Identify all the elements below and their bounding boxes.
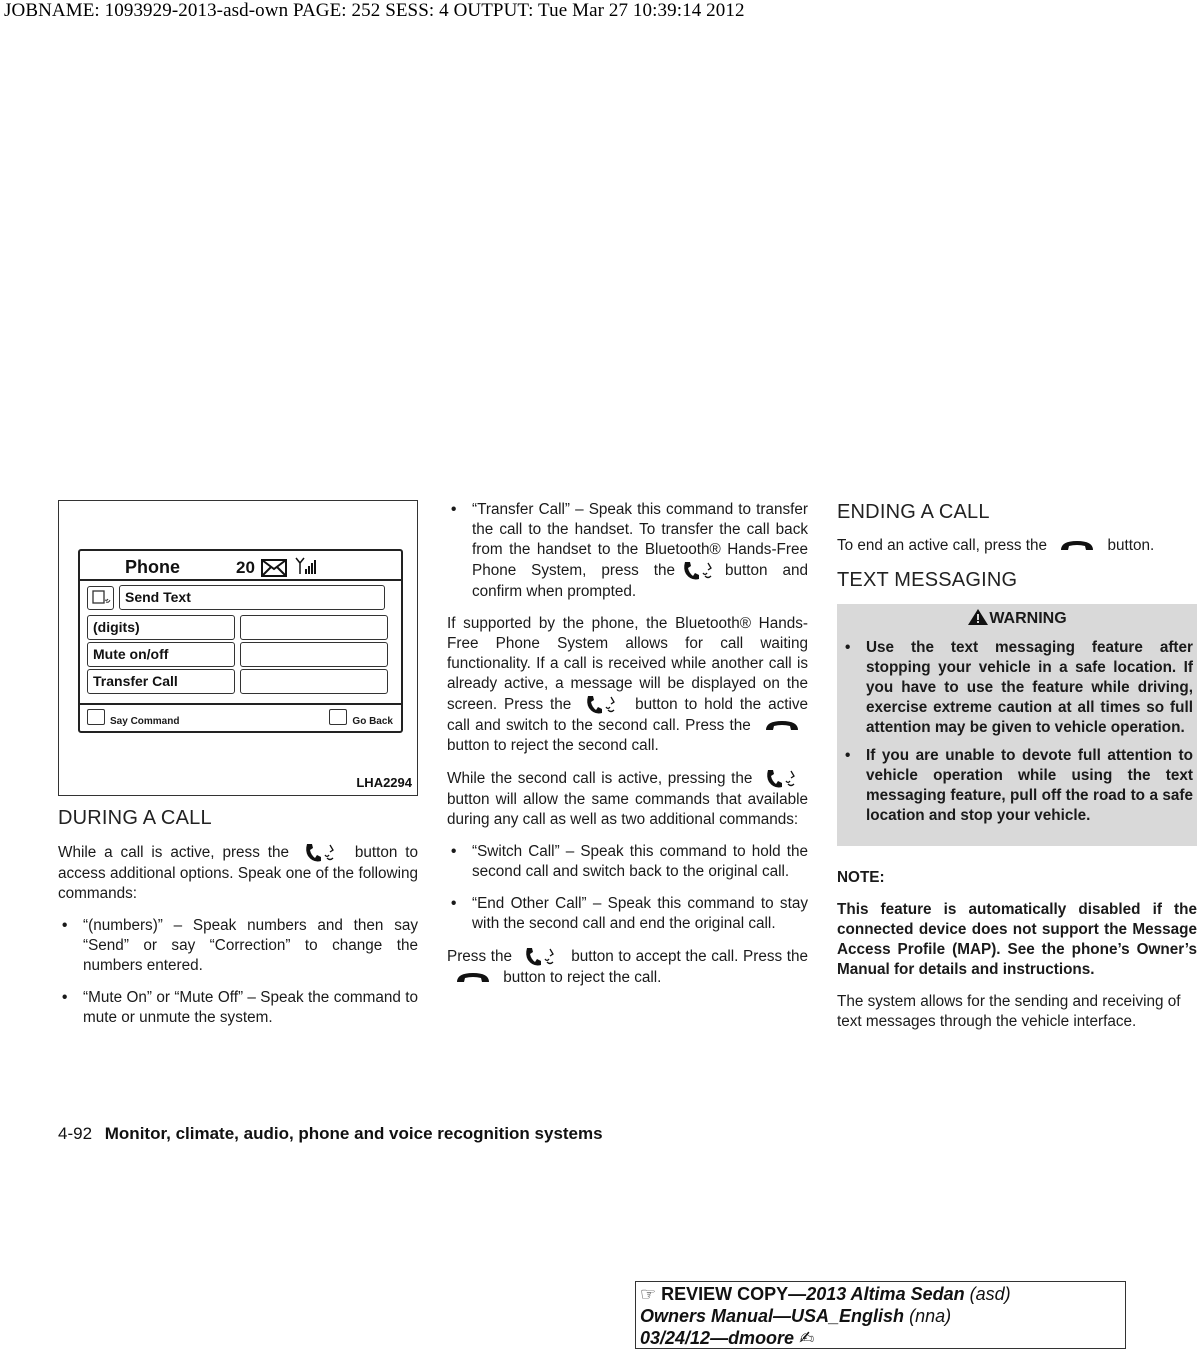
command-list: [447, 842, 808, 934]
column-1: [58, 500, 418, 1040]
talk-icon[interactable]: [87, 709, 105, 725]
warning-icon: [967, 608, 989, 632]
section-title: Monitor, climate, audio, phone and voice recognition systems: [104, 1124, 603, 1143]
go-back-label[interactable]: Go Back: [352, 716, 393, 727]
text-messaging-heading: TEXT MESSAGING: [837, 569, 1018, 591]
warning-box: [837, 604, 1197, 846]
warning-list: [841, 638, 1193, 826]
transfer-call-button[interactable]: Transfer Call: [87, 669, 235, 694]
command-list: [447, 500, 808, 602]
list-item: • “Switch Call” – Speak this command to hold the second call and switch back to the original call.: [451, 843, 808, 880]
phone-talk-icon: [523, 946, 561, 968]
hang-up-icon: [453, 970, 493, 986]
list-item: • “Mute On” or “Mute Off” – Speak the command to mute or unmute the system.: [62, 989, 418, 1026]
paragraph: The system allows for the sending and receiving of text messages through the vehicle interface.: [837, 993, 1181, 1030]
writing-hand-icon: ✍: [799, 1328, 815, 1348]
column-3: [837, 500, 1197, 1044]
command-list: [58, 916, 418, 1028]
screen-title: Phone: [125, 557, 181, 577]
signal-icon: [293, 557, 319, 581]
ending-call-heading: ENDING A CALL: [837, 501, 990, 523]
warning-title: WARNING: [841, 608, 1193, 632]
screen-bottom-bar: [80, 703, 401, 731]
note-text: This feature is automatically disabled if the connected device does not support the Message Access Profile (MAP). See the phone’s Owner’s Manual for details and instructions.: [837, 901, 1197, 978]
list-item: • “End Other Call” – Speak this command to stay with the second call and end the original call.: [451, 895, 808, 932]
mute-button[interactable]: Mute on/off: [87, 642, 235, 667]
phone-talk-icon: [764, 768, 802, 790]
review-copy-stamp: ☞ REVIEW COPY—2013 Altima Sedan (asd) Owners Manual—USA_English (nna) 03/24/12—dmoore ✍: [635, 1281, 1126, 1349]
paragraph: If supported by the phone, the Bluetooth® Hands-Free Phone System allows for call waiting functionality. If a call is received while another call is already active, a message will be displayed on the screen. Press the button to hold the active call and switch to the second call. Press the button to reject the second call.: [447, 615, 809, 754]
phone-talk-icon: [303, 842, 341, 864]
page-footer: [58, 1124, 603, 1144]
phone-screen: [78, 549, 403, 733]
voice-icon[interactable]: [87, 586, 114, 610]
send-text-button[interactable]: Send Text: [119, 585, 385, 610]
empty-slot-button[interactable]: [240, 615, 388, 640]
list-item: • “(numbers)” – Speak numbers and then say “Send” or say “Correction” to change the numbers entered.: [62, 917, 418, 974]
list-item: • “Transfer Call” – Speak this command to transfer the call to the handset. To transfer the call back from the handset to the Bluetooth® Hands-Free Phone System, press the button and confirm when prompted.: [451, 501, 808, 600]
paragraph: To end an active call, press the button.: [837, 537, 1155, 554]
phone-screen-figure: [58, 500, 418, 796]
phone-talk-icon: [681, 560, 719, 582]
page-number: 4-92: [58, 1124, 93, 1143]
list-item: • If you are unable to devote full attention to vehicle operation while using the text messaging feature, pull off the road to a safe location and stop your vehicle.: [845, 747, 1193, 824]
hang-up-icon[interactable]: [329, 709, 347, 725]
pointing-hand-icon: ☞: [640, 1284, 657, 1304]
during-call-heading: DURING A CALL: [58, 807, 212, 829]
job-header: JOBNAME: 1093929-2013-asd-own PAGE: 252 SESS: 4 OUTPUT: Tue Mar 27 10:39:14 2012: [4, 0, 745, 21]
message-count: 20: [236, 558, 255, 577]
empty-slot-button[interactable]: [240, 669, 388, 694]
hang-up-icon: [1057, 538, 1097, 554]
digits-button[interactable]: (digits): [87, 615, 235, 640]
phone-talk-icon: [584, 694, 622, 716]
paragraph: Press the button to accept the call. Press the button to reject the call.: [447, 946, 808, 988]
paragraph: While a call is active, press the button to access additional options. Speak one of the following commands:: [58, 842, 418, 904]
say-command-label[interactable]: Say Command: [110, 716, 180, 727]
note-label: NOTE:: [837, 869, 885, 886]
empty-slot-button[interactable]: [240, 642, 388, 667]
hang-up-icon: [762, 718, 802, 734]
list-item: • Use the text messaging feature after stopping your vehicle in a safe location. If you have to use the feature while driving, exercise extreme caution at all times so full attention may be given to vehicle operation.: [845, 639, 1193, 736]
column-2: [447, 500, 808, 1000]
paragraph: While the second call is active, pressing the button will allow the same commands that available during any call as well as two additional commands:: [447, 768, 808, 830]
figure-label: LHA2294: [356, 775, 412, 790]
